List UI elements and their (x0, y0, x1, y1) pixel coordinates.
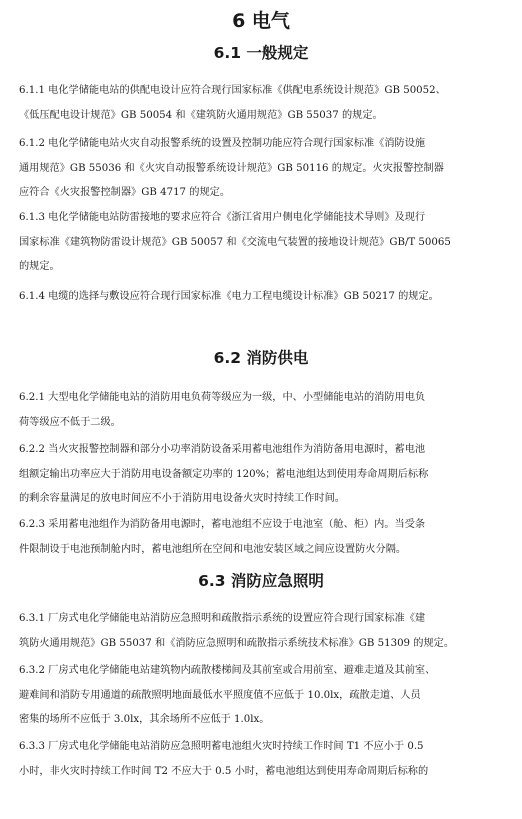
text-line: 荷等级应不低于二级。 (19, 416, 121, 428)
clause-6-3-1 (19, 607, 509, 656)
text-line: 小时，非火灾时持续工作时间 T2 不应大于 0.5 小时，蓄电池组达到使用寿命周期后标称的 (19, 765, 429, 777)
clause-6-2-1 (19, 386, 509, 435)
text-line: 国家标准《建筑物防雷设计规范》GB 50057 和《交流电气装置的接地设计规范》GB/T 50065 (19, 236, 451, 248)
text-line: 6.1.2 电化学储能电站火灾自动报警系统的设置及控制功能应符合现行国家标准《消防设施 (19, 138, 426, 149)
section-heading-6-3: 6.3 消防应急照明 (198, 572, 324, 590)
text-line: 通用规范》GB 55036 和《火灾自动报警系统设计规范》GB 50116 的规定。火灾报警控制器 (19, 162, 444, 174)
clause-6-3-2 (19, 659, 509, 733)
text-line: 6.2.1 大型电化学储能电站的消防用电负荷等级应为一级，中、小型储能电站的消防用电负 (19, 392, 426, 403)
text-line: 6.1.3 电化学储能电站防雷接地的要求应符合《浙江省用户侧电化学储能技术导则》及现行 (19, 212, 426, 223)
clause-6-1-2 (19, 132, 509, 206)
text-line: 6.1.1 电化学储能电站的供配电设计应符合现行国家标准《供配电系统设计规范》GB 50052、 (19, 85, 446, 96)
text-line: 《低压配电设计规范》GB 50054 和《建筑防火通用规范》GB 55037 的规定。 (19, 109, 383, 121)
chapter-title: 6 电气 (232, 10, 290, 32)
section-heading-6-1: 6.1 一般规定 (213, 44, 309, 62)
clause-6-2-3 (19, 513, 509, 562)
clause-6-2-2 (19, 438, 509, 512)
text-line: 的剩余容量满足的放电时间应不小于消防用电设备火灾时持续工作时间。 (19, 493, 345, 504)
clause-6-1-1 (19, 79, 509, 128)
section-heading-6-2: 6.2 消防供电 (213, 349, 309, 367)
text-line: 应符合《火灾报警控制器》GB 4717 的规定。 (19, 187, 231, 198)
text-line: 密集的场所不应低于 3.0lx，其余场所不应低于 1.0lx。 (19, 714, 270, 725)
text-line: 6.3.2 厂房式电化学储能电站建筑物内疏散楼梯间及其前室或合用前室、避难走道及其前室、 (19, 665, 436, 676)
text-line: 6.1.4 电缆的选择与敷设应符合现行国家标准《电力工程电缆设计标准》GB 50217 的规定。 (19, 291, 439, 302)
text-line: 6.3.3 厂房式电化学储能电站消防应急照明蓄电池组火灾时持续工作时间 T1 不应小于 0.5 (19, 741, 424, 752)
text-line: 筑防火通用规范》GB 55037 和《消防应急照明和疏散指示系统技术标准》GB 51309 的规定。 (19, 637, 455, 649)
clause-6-1-4 (19, 285, 509, 310)
clause-6-1-3 (19, 206, 509, 280)
text-line: 组额定输出功率应大于消防用电设备额定功率的 120%；蓄电池组达到使用寿命周期后标称 (19, 468, 429, 480)
text-line: 的规定。 (19, 261, 60, 272)
text-line: 避难间和消防专用通道的疏散照明地面最低水平照度值不应低于 10.0lx，疏散走道、人员 (19, 689, 421, 701)
clause-6-3-3 (19, 735, 509, 784)
text-line: 件限制设于电池预制舱内时，蓄电池组所在空间和电池安装区域之间应设置防火分隔。 (19, 543, 407, 555)
text-line: 6.2.2 当火灾报警控制器和部分小功率消防设备采用蓄电池组作为消防备用电源时，蓄电池 (19, 444, 426, 455)
text-line: 6.2.3 采用蓄电池组作为消防备用电源时，蓄电池组不应设于电池室（舱、柜）内。当受条 (19, 519, 426, 530)
text-line: 6.3.1 厂房式电化学储能电站消防应急照明和疏散指示系统的设置应符合现行国家标准《建 (19, 613, 426, 624)
